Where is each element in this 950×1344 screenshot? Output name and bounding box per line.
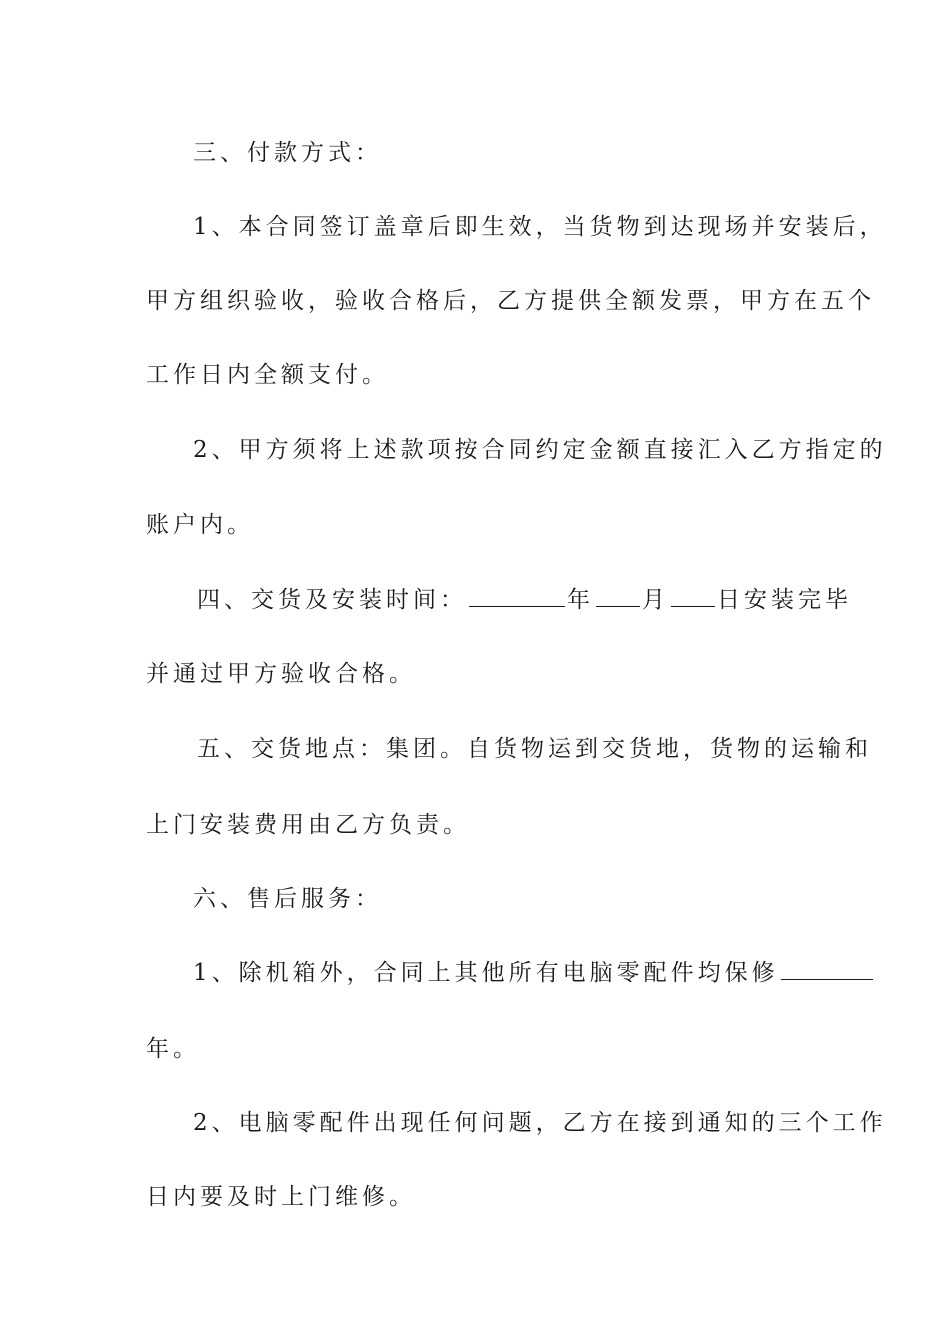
section-6-clause-2-line-2: 日内要及时上门维修。 <box>146 1184 416 1210</box>
section-3-clause-2-line-2: 账户内。 <box>146 512 254 538</box>
day-blank[interactable] <box>671 586 715 607</box>
section-5-line-1: 五、交货地点：集团。自货物运到交货地，货物的运输和 <box>197 736 872 762</box>
section-3-clause-1-line-1: 1、本合同签订盖章后即生效，当货物到达现场并安装后， <box>193 214 887 240</box>
section-6-clause-1-line-1 <box>193 958 808 988</box>
section-4-label: 四、交货及安装时间： <box>197 587 467 613</box>
section-3-clause-2-line-1: 2、甲方须将上述款项按合同约定金额直接汇入乙方指定的 <box>193 437 887 463</box>
warranty-years-blank[interactable] <box>781 959 873 980</box>
section-5-line-2: 上门安装费用由乙方负责。 <box>146 812 470 838</box>
section-3-heading: 三、付款方式： <box>193 140 382 166</box>
year-label: 年 <box>567 587 594 613</box>
section-6-heading: 六、售后服务： <box>193 886 382 912</box>
year-blank[interactable] <box>469 586 565 607</box>
section-6-clause-2-line-1: 2、电脑零配件出现任何问题，乙方在接到通知的三个工作 <box>193 1110 887 1136</box>
section-3-clause-1-line-3: 工作日内全额支付。 <box>146 362 389 388</box>
section-6-clause-1-line-2: 年。 <box>146 1036 200 1062</box>
month-label: 月 <box>642 587 669 613</box>
day-suffix: 日安装完毕 <box>717 587 852 613</box>
section-3-clause-1-line-2: 甲方组织验收，验收合格后，乙方提供全额发票，甲方在五个 <box>146 288 875 314</box>
month-blank[interactable] <box>596 586 640 607</box>
warranty-text: 1、除机箱外，合同上其他所有电脑零配件均保修 <box>193 960 779 986</box>
section-4-line-1 <box>197 585 852 615</box>
section-4-line-2: 并通过甲方验收合格。 <box>146 661 416 687</box>
